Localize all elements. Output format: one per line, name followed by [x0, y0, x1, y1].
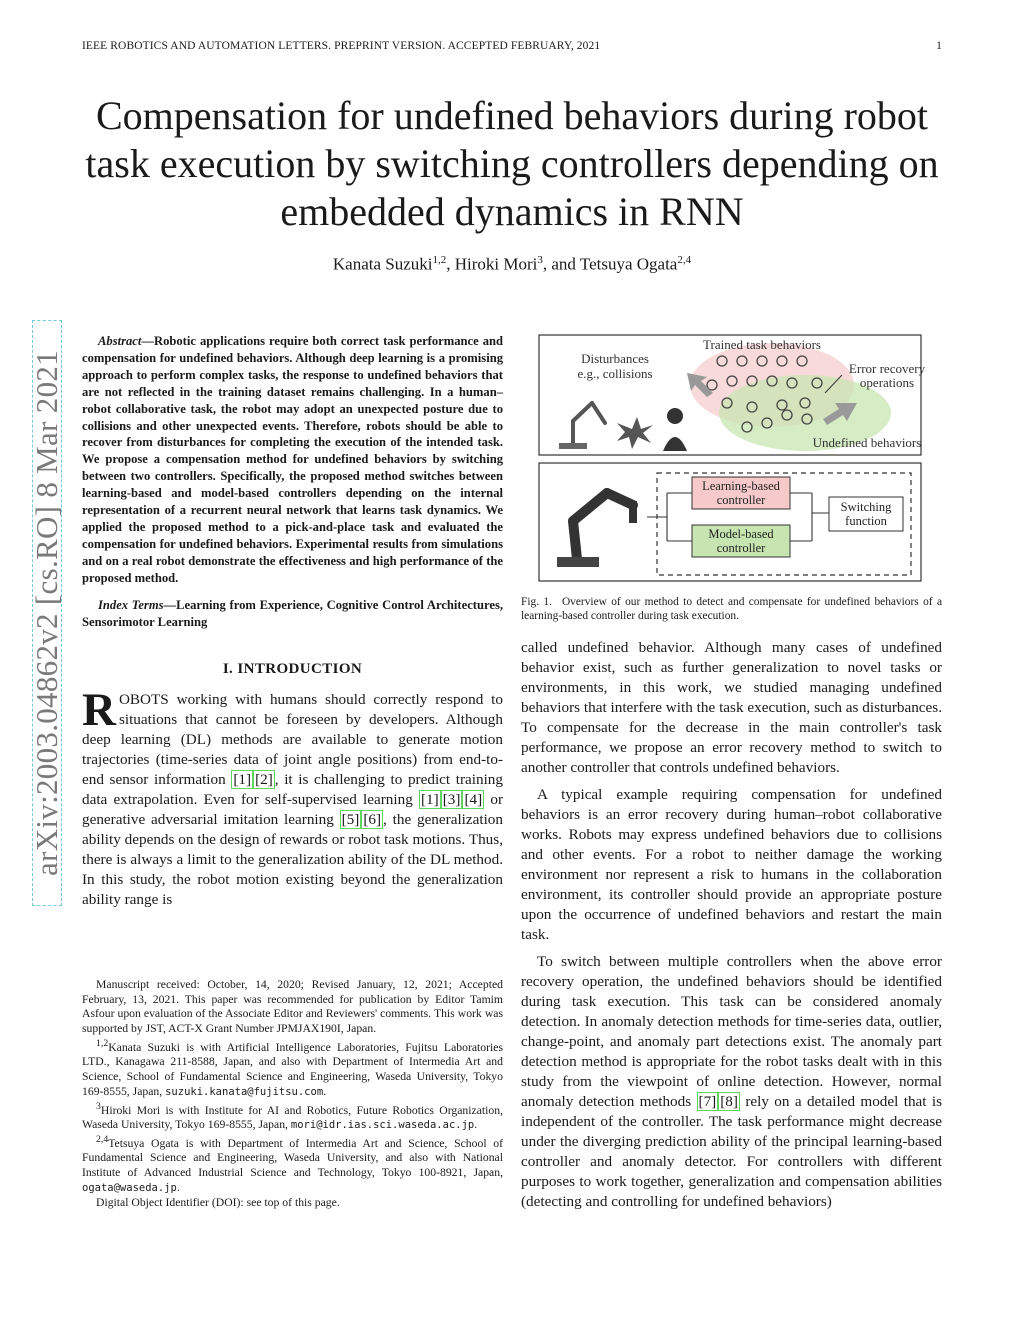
abstract-text: —Robotic applications require both correct task performance and compensation for undefined behaviors. Although deep learning is a promising approach to perform complex tasks, the response to undefined behaviors that are not reflected in the training dataset remains challenging. In a human–robot collaborative task, the robot may adopt an unexpected posture due to collisions and other unexpected events. Therefore, robots should be able to recover from disturbances for completing the execution of the intended task. We propose a compensation method for undefined behaviors by switching between two controllers. Specifically, the proposed method switches between learning-based and model-based controllers depending on the internal representation of a recurrent neural network that learns task dynamics. We applied the proposed method to a pick-and-place task and evaluated the compensation for undefined behaviors. Experimental results from simulations and on a real robot demonstrate the effectiveness and high performance of the proposed method. [82, 334, 503, 585]
footnote-text: Hiroki Mori is with Institute for AI and Robotics, Future Robotics Organization, Waseda University, Tokyo 169-8555, Japan, [82, 1103, 503, 1132]
page-number: 1 [936, 40, 942, 52]
running-head [82, 40, 942, 56]
paper-title: Compensation for undefined behaviors during robot task execution by switching controllers depending on embedded dynamics in RNN [85, 93, 939, 234]
author-2: , Hiroki Mori [446, 254, 538, 274]
arxiv-stamp[interactable] [29, 320, 64, 906]
citation-link[interactable]: [5] [341, 811, 360, 829]
index-terms-text: —Learning from Experience, Cognitive Control Architectures, Sensorimotor Learning [82, 597, 503, 629]
intro-text-1: OBOTS working with humans should correctly respond to situations that cannot be foreseen by developers. Although deep learning (DL) methods are available to generate motion trajectories (time-series data of joint angle positions) from end-to-end sensor information [82, 691, 503, 789]
footnote-author-2: $^3$Hiroki Mori is with Institute for AI and Robotics, Future Robotics Organization, Waseda University, Tokyo 169-8555, Japan, mori@idr.ias.sci.waseda.ac.jp. [82, 1100, 503, 1132]
paragraph-continued: called undefined behavior. Although many cases of undefined behavior exist, such as further generalization to novel tasks or environments, in this work, we studied managing undefined behaviors that interfere with the task execution, such as disturbances. To compensate for the decrease in the main controller's task performance, we propose an error recovery method to switch to another controller that controls undefined behaviors. [521, 639, 942, 777]
citation-link[interactable]: [6] [363, 811, 382, 829]
label-disturbances: Disturbances [581, 351, 649, 366]
label-collisions: e.g., collisions [577, 366, 653, 381]
label-trained: Trained task behaviors [703, 337, 821, 352]
switching-text-2: rely on a detailed model that is independent of the controller. The task performance might decrease under the diverging prediction ability of the principal learning-based controller and anomaly detector. For controllers with different purposes to work together, generalization and compensation abilities (detecting and controlling for undefined behaviors) [521, 1093, 942, 1211]
footnote-author-1: $^{1,2}$Kanata Suzuki is with Artificial Intelligence Laboratories, Fujitsu Laboratories LTD., Kanagawa 211-8588, Japan, and also with Department of Intermedia Art and Science, School of Fundamental Science and Engineering, Waseda University, Tokyo 169-8555, Japan, suzuki.kanata@fujitsu.com. [82, 1037, 503, 1098]
author-1-affil: 1,2 [432, 254, 447, 266]
email-link[interactable]: suzuki.kanata@fujitsu.com [165, 1085, 324, 1098]
citation-link[interactable]: [8] [720, 1093, 738, 1111]
paragraph-example: A typical example requiring compensation for undefined behaviors is an error recovery during human–robot collaborative works. Robots may express undefined behaviors due to collisions and other events. For a robot to neither damage the working environment nor represent a risk to humans in the collaboration environment, its controller should provide an appropriate posture upon the occurrence of undefined behaviors and restart the main task. [521, 786, 942, 944]
right-body-text [521, 638, 942, 1212]
footnote-manuscript: Manuscript received: October, 14, 2020; Revised January, 12, 2021; Accepted February, 13, 2021. This paper was recommended for publication by Editor Tamim Asfour upon evaluation of the Associate Editor and Reviewers' comments. This work was supported by JST, ACT-X Grant Number JPMJAX190I, Japan. [82, 978, 503, 1036]
paragraph-switching [521, 952, 942, 1212]
label-error-recovery-2: operations [859, 375, 915, 390]
dropcap: R [82, 684, 116, 737]
label-error-recovery-1: Error recovery [848, 361, 926, 376]
author-2-affil: 3 [537, 254, 543, 266]
citation-link[interactable]: [4] [464, 791, 483, 809]
citation-link[interactable]: [1] [421, 791, 439, 809]
footnote-author-3: $^{2,4}$Tetsuya Ogata is with Department of Intermedia Art and Science, School of Fundamental Science and Engineering, Waseda University, and also with National Institute of Advanced Industrial Science and Technology, Tokyo 100-8921, Japan, ogata@waseda.jp. [82, 1133, 503, 1194]
section-heading-introduction [82, 661, 503, 678]
learning-controller-label-1: Learning-based [702, 479, 780, 493]
switching-label-1: Switching [840, 500, 892, 514]
figure-1 [537, 333, 937, 585]
arxiv-id: arXiv:2003.04862v2 [cs.RO] 8 Mar 2021 [29, 350, 64, 876]
author-3-affil: 2,4 [677, 254, 692, 266]
footnote-sup: 3 [96, 1100, 101, 1112]
index-terms [82, 597, 503, 631]
email-link[interactable]: mori@idr.ias.sci.waseda.ac.jp [290, 1119, 475, 1132]
intro-text-3: or generative adversarial imitation learning [82, 791, 503, 829]
author-list [60, 254, 964, 275]
model-controller-label-2: controller [716, 541, 766, 555]
citation-link[interactable]: [3] [442, 791, 461, 809]
robot-base-icon [557, 557, 599, 567]
switching-label-2: function [845, 514, 887, 528]
section-heading-text: I. INTRODUCTION [222, 661, 363, 678]
gripper-icon [629, 501, 637, 523]
author-1: Kanata Suzuki [332, 254, 433, 274]
citation-link[interactable]: [2] [255, 771, 273, 789]
right-column [521, 333, 942, 1219]
learning-controller-label-2: controller [716, 493, 766, 507]
footnote-doi: Digital Object Identifier (DOI): see top of this page. [96, 1195, 340, 1209]
citation-link[interactable]: [7] [698, 1093, 717, 1111]
citation-link[interactable]: [1] [233, 771, 252, 789]
label-undefined: Undefined behaviors [812, 435, 922, 450]
caption-text: Overview of our method to detect and compensate for undefined behaviors of a learning-based controller during task execution. [521, 596, 942, 623]
footnote-text: Kanata Suzuki is with Artificial Intelligence Laboratories, Fujitsu Laboratories LTD., Kanagawa 211-8588, Japan, and also with Department of Intermedia Art and Science, School of Fundamental Science and Engineering, Waseda University, Tokyo 169-8555, Japan, [82, 1040, 503, 1098]
figure-1-caption [521, 595, 942, 623]
model-controller-label-1: Model-based [708, 527, 774, 541]
figure-label: Fig. 1. [521, 596, 552, 608]
left-column [82, 333, 503, 910]
abstract [82, 333, 503, 587]
index-terms-lead: Index Terms [98, 597, 164, 612]
email-link[interactable]: ogata@waseda.jp [82, 1181, 177, 1194]
footnote-sup: 2,4 [96, 1133, 109, 1145]
footnote-sup: 1,2 [96, 1037, 109, 1049]
switching-text-1: To switch between multiple controllers when the above error recovery operation, the undefined behaviors should be identified during task execution. This task can be considered anomaly detection. In anomaly detection methods for time-series data, outlier, change-point, and anomaly part detections exist. The anomaly part detection method is appropriate for the robot tasks dealt with in this study from the viewpoint of online detection. However, normal anomaly detection methods [521, 953, 942, 1111]
footnote-text: Tetsuya Ogata is with Department of Intermedia Art and Science, School of Fundamental Science and Engineering, Waseda University, and also with National Institute of Advanced Industrial Science and Technology, Tokyo 100-8921, Japan, [82, 1136, 503, 1180]
author-3: , and Tetsuya Ogata [542, 254, 678, 274]
figure-1-diagram [537, 333, 937, 585]
robot-base-icon [559, 443, 587, 449]
intro-text-4: , the generalization ability depends on the design of rewards or robot task motions. Thus, there is always a limit to the generalization ability of the DL method. In this study, the robot motion existing beyond the generalization ability range is [82, 811, 503, 909]
journal-header: IEEE ROBOTICS AND AUTOMATION LETTERS. PREPRINT VERSION. ACCEPTED FEBRUARY, 2021 [82, 40, 601, 52]
abstract-lead: Abstract [98, 334, 142, 348]
person-head-icon [667, 408, 683, 424]
intro-paragraph [82, 684, 503, 910]
footnotes [82, 978, 503, 1210]
intro-text-2: , it is challenging to predict training data extrapolation. Even for self-supervised learning [82, 771, 503, 809]
